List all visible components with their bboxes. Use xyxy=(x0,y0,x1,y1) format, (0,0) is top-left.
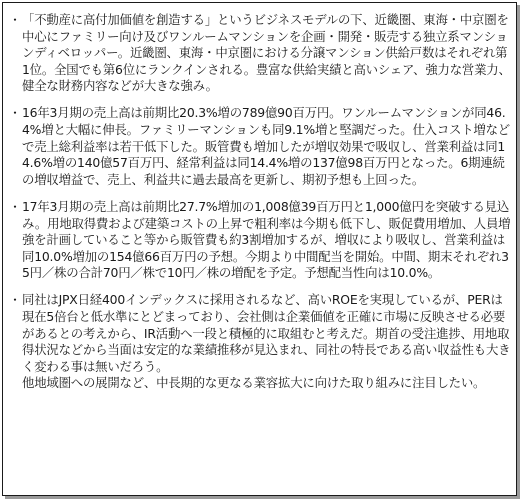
summary-text: 17年3月期の売上高は前期比27.7%増加の1,008億39百万円と1,000億円を突破する見込み。用地取得費および建築コストの上昇で粗利率は今期も低下し、販促費用増加、人員増強を計画していること等から販管費も約3割増加するが、増収により吸収し、営業利益は同10.0%増加の154億66百万円の予想。今期より中間配当を開始。中間、期末それぞれ35円／株の合計70円／株で10円／株の増配を予定。予想配当性向は10.0%。 xyxy=(22,198,511,281)
bullet-icon: ・ xyxy=(9,13,21,27)
summary-text: 「不動産に高付加価値を創造する」というビジネスモデルの下、近畿圏、東海・中京圏を中心にファミリー向け及びワンルームマンションを企画・開発・販売する独立系マンションディベロッパー。近畿圏、東海・中京圏における分譲マンション供給戸数はそれぞれ第1位。全国でも第6位にランクインされる。豊富な供給実績と高いシェア、強力な営業力、健全な財務内容などが大きな強み。 xyxy=(22,12,511,94)
summary-text: 同社はJPX日経400インデックスに採用されるなど、高いROEを実現しているが、PERは現在5倍台と低水準にとどまっており、会社側は企業価値を正確に市場に反映させる必要があるとの考えから、IR活動へ一段と積極的に取組むと考えだ。期首の受注進捗、用地取得状況などから当面は安定的な業績推移が見込まれ、同社の特長である高い収益性も大きく変わる事は無いだろう。 他地域圏への展開など、中長期的な更なる業容拡大に向けた取り組みに注目したい。 xyxy=(22,292,511,391)
summary-panel xyxy=(2,2,517,496)
summary-list xyxy=(9,12,512,402)
summary-item-outlook xyxy=(9,292,512,392)
bullet-icon: ・ xyxy=(9,199,21,214)
summary-text: 16年3月期の売上高は前期比20.3%増の789億90百万円。ワンルームマンションが同46.4%増と大幅に伸長。ファミリーマンションも同9.1%増と堅調だった。仕入コスト増などで売上総利益率は若干低下した。販管費も増加したが増収効果で吸収し、営業利益は同14.6%増の140億57百万円、経常利益は同14.4%増の137億98百万円となった。6期連続の増収増益で、売上、利益共に過去最高を更新し、期初予想も上回った。 xyxy=(22,105,510,187)
bullet-icon: ・ xyxy=(9,106,21,121)
summary-item-fy16-results xyxy=(9,105,512,188)
bullet-icon: ・ xyxy=(9,293,21,308)
summary-item-fy17-forecast xyxy=(9,199,512,282)
summary-item-business-model xyxy=(9,12,512,95)
